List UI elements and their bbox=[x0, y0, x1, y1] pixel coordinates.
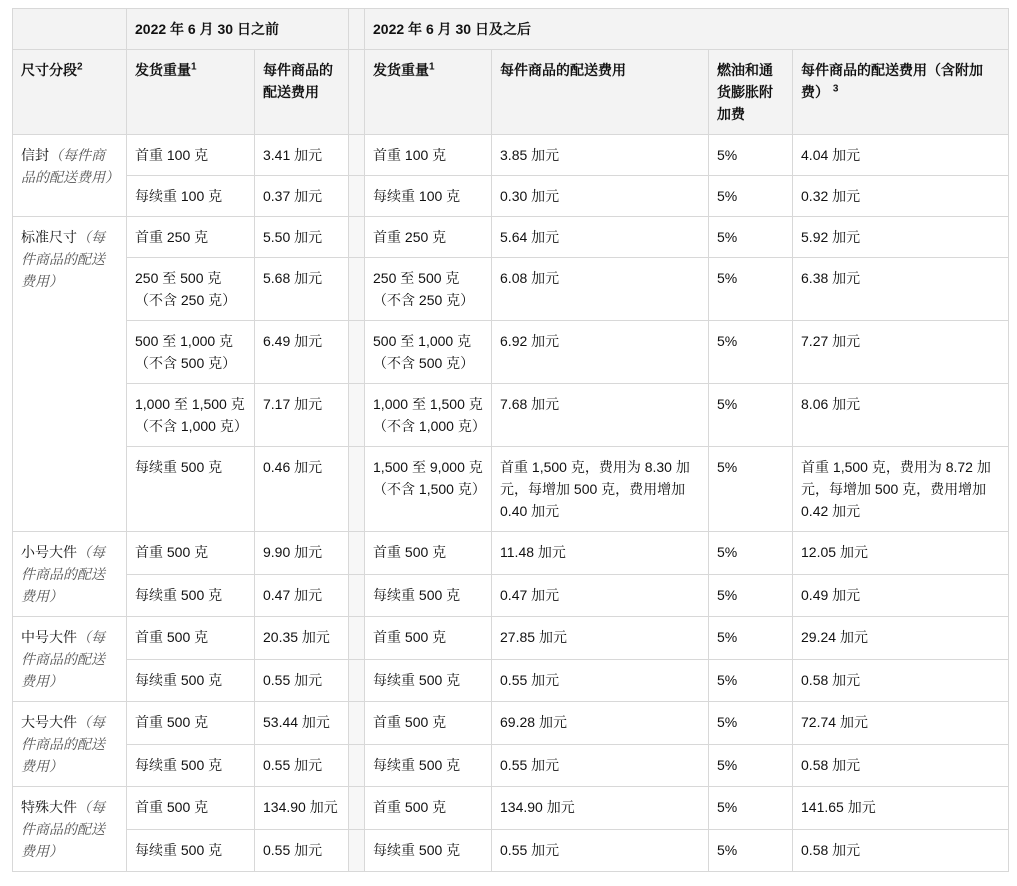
weight-after-cell: 首重 500 克 bbox=[365, 787, 492, 830]
table-row bbox=[13, 384, 1009, 447]
fee-before-cell: 0.55 加元 bbox=[255, 829, 349, 872]
size-tier-cell bbox=[13, 532, 127, 617]
size-tier-note: （每件商品的配送费用） bbox=[21, 544, 105, 604]
weight-after-cell: 500 至 1,000 克（不含 500 克） bbox=[365, 321, 492, 384]
fee-after-cell: 0.30 加元 bbox=[492, 176, 709, 217]
fee-before-cell: 0.46 加元 bbox=[255, 447, 349, 532]
fee-incl-cell: 0.32 加元 bbox=[793, 176, 1009, 217]
fee-after-cell: 0.55 加元 bbox=[492, 829, 709, 872]
fee-after-cell: 首重 1,500 克，费用为 8.30 加元，每增加 500 克，费用增加 0.40 加元 bbox=[492, 447, 709, 532]
weight-before-cell: 首重 500 克 bbox=[127, 702, 255, 745]
size-tier-cell bbox=[13, 217, 127, 532]
period-divider bbox=[349, 702, 365, 745]
table-row bbox=[13, 617, 1009, 660]
fee-before-cell: 53.44 加元 bbox=[255, 702, 349, 745]
period-after-header: 2022 年 6 月 30 日及之后 bbox=[365, 9, 1009, 50]
weight-after-cell: 每续重 500 克 bbox=[365, 744, 492, 787]
period-header-row bbox=[13, 9, 1009, 50]
size-tier-name: 标准尺寸 bbox=[21, 229, 77, 245]
period-divider bbox=[349, 744, 365, 787]
period-divider bbox=[349, 617, 365, 660]
weight-after-cell: 首重 100 克 bbox=[365, 135, 492, 176]
surcharge-cell: 5% bbox=[709, 574, 793, 617]
weight-before-cell: 每续重 500 克 bbox=[127, 744, 255, 787]
fee-incl-cell: 4.04 加元 bbox=[793, 135, 1009, 176]
size-tier-cell bbox=[13, 135, 127, 217]
column-header-row bbox=[13, 50, 1009, 135]
table-row bbox=[13, 702, 1009, 745]
fee-table bbox=[12, 8, 1009, 872]
size-tier-name: 中号大件 bbox=[21, 629, 77, 645]
fee-incl-cell: 7.27 加元 bbox=[793, 321, 1009, 384]
surcharge-cell: 5% bbox=[709, 176, 793, 217]
surcharge-cell: 5% bbox=[709, 447, 793, 532]
weight-before-cell: 首重 100 克 bbox=[127, 135, 255, 176]
fee-before-cell: 6.49 加元 bbox=[255, 321, 349, 384]
header-corner bbox=[13, 9, 127, 50]
fee-after-cell: 0.47 加元 bbox=[492, 574, 709, 617]
table-body bbox=[13, 135, 1009, 872]
weight-before-cell: 首重 500 克 bbox=[127, 617, 255, 660]
weight-after-cell: 每续重 100 克 bbox=[365, 176, 492, 217]
fee-before-cell: 0.47 加元 bbox=[255, 574, 349, 617]
period-divider bbox=[349, 321, 365, 384]
surcharge-cell: 5% bbox=[709, 617, 793, 660]
fee-incl-cell: 0.58 加元 bbox=[793, 744, 1009, 787]
weight-after-cell: 首重 250 克 bbox=[365, 217, 492, 258]
fee-before-cell: 0.55 加元 bbox=[255, 744, 349, 787]
table-row bbox=[13, 659, 1009, 702]
fee-after-cell: 0.55 加元 bbox=[492, 659, 709, 702]
fee-before-cell: 7.17 加元 bbox=[255, 384, 349, 447]
fee-before-cell: 0.37 加元 bbox=[255, 176, 349, 217]
weight-before-header: 发货重量$^1$ bbox=[127, 50, 255, 135]
surcharge-cell: 5% bbox=[709, 258, 793, 321]
weight-before-cell: 每续重 100 克 bbox=[127, 176, 255, 217]
fee-after-cell: 3.85 加元 bbox=[492, 135, 709, 176]
fee-before-cell: 5.68 加元 bbox=[255, 258, 349, 321]
size-tier-note: （每件商品的配送费用） bbox=[21, 629, 105, 689]
surcharge-cell: 5% bbox=[709, 702, 793, 745]
fee-before-header: 每件商品的配送费用 bbox=[255, 50, 349, 135]
table-row bbox=[13, 532, 1009, 575]
weight-before-cell: 每续重 500 克 bbox=[127, 829, 255, 872]
fee-incl-cell: 141.65 加元 bbox=[793, 787, 1009, 830]
fee-before-cell: 134.90 加元 bbox=[255, 787, 349, 830]
size-tier-header: 尺寸分段$^2$ bbox=[13, 50, 127, 135]
table-row bbox=[13, 574, 1009, 617]
table-row bbox=[13, 176, 1009, 217]
weight-after-cell: 250 至 500 克（不含 250 克） bbox=[365, 258, 492, 321]
weight-before-cell: 每续重 500 克 bbox=[127, 447, 255, 532]
fee-incl-cell: 72.74 加元 bbox=[793, 702, 1009, 745]
fee-after-cell: 27.85 加元 bbox=[492, 617, 709, 660]
fee-after-cell: 11.48 加元 bbox=[492, 532, 709, 575]
surcharge-cell: 5% bbox=[709, 384, 793, 447]
table-row bbox=[13, 217, 1009, 258]
period-divider bbox=[349, 384, 365, 447]
weight-before-cell: 首重 250 克 bbox=[127, 217, 255, 258]
period-divider bbox=[349, 532, 365, 575]
weight-before-cell: 500 至 1,000 克（不含 500 克） bbox=[127, 321, 255, 384]
table-row bbox=[13, 744, 1009, 787]
weight-after-cell: 每续重 500 克 bbox=[365, 574, 492, 617]
surcharge-cell: 5% bbox=[709, 321, 793, 384]
fee-before-cell: 0.55 加元 bbox=[255, 659, 349, 702]
fee-incl-cell: 8.06 加元 bbox=[793, 384, 1009, 447]
table-row bbox=[13, 447, 1009, 532]
fee-after-header: 每件商品的配送费用 bbox=[492, 50, 709, 135]
period-divider bbox=[349, 258, 365, 321]
period-divider bbox=[349, 50, 365, 135]
surcharge-cell: 5% bbox=[709, 659, 793, 702]
surcharge-cell: 5% bbox=[709, 532, 793, 575]
size-tier-cell bbox=[13, 702, 127, 787]
fee-incl-cell: 首重 1,500 克，费用为 8.72 加元，每增加 500 克，费用增加 0.42 加元 bbox=[793, 447, 1009, 532]
size-tier-note: （每件商品的配送费用） bbox=[21, 147, 119, 185]
size-tier-name: 大号大件 bbox=[21, 714, 77, 730]
fee-before-cell: 3.41 加元 bbox=[255, 135, 349, 176]
surcharge-cell: 5% bbox=[709, 135, 793, 176]
table-row bbox=[13, 135, 1009, 176]
fee-incl-cell: 5.92 加元 bbox=[793, 217, 1009, 258]
fee-incl-cell: 12.05 加元 bbox=[793, 532, 1009, 575]
fee-incl-cell: 0.58 加元 bbox=[793, 659, 1009, 702]
size-tier-note: （每件商品的配送费用） bbox=[21, 799, 105, 859]
fee-after-cell: 69.28 加元 bbox=[492, 702, 709, 745]
fee-before-cell: 9.90 加元 bbox=[255, 532, 349, 575]
weight-after-cell: 首重 500 克 bbox=[365, 532, 492, 575]
size-tier-name: 特殊大件 bbox=[21, 799, 77, 815]
table-row bbox=[13, 829, 1009, 872]
size-tier-note: （每件商品的配送费用） bbox=[21, 229, 105, 289]
fee-after-cell: 6.92 加元 bbox=[492, 321, 709, 384]
fee-after-cell: 0.55 加元 bbox=[492, 744, 709, 787]
period-before-header: 2022 年 6 月 30 日之前 bbox=[127, 9, 349, 50]
weight-before-cell: 首重 500 克 bbox=[127, 787, 255, 830]
table-row bbox=[13, 258, 1009, 321]
weight-before-cell: 每续重 500 克 bbox=[127, 659, 255, 702]
weight-before-cell: 首重 500 克 bbox=[127, 532, 255, 575]
surcharge-cell: 5% bbox=[709, 829, 793, 872]
fee-after-cell: 134.90 加元 bbox=[492, 787, 709, 830]
period-divider bbox=[349, 135, 365, 176]
fee-before-cell: 20.35 加元 bbox=[255, 617, 349, 660]
period-divider bbox=[349, 447, 365, 532]
surcharge-cell: 5% bbox=[709, 787, 793, 830]
surcharge-cell: 5% bbox=[709, 217, 793, 258]
fee-after-cell: 5.64 加元 bbox=[492, 217, 709, 258]
weight-after-cell: 1,000 至 1,500 克（不含 1,000 克） bbox=[365, 384, 492, 447]
period-divider bbox=[349, 787, 365, 830]
weight-before-cell: 250 至 500 克（不含 250 克） bbox=[127, 258, 255, 321]
table-row bbox=[13, 321, 1009, 384]
weight-after-header: 发货重量$^1$ bbox=[365, 50, 492, 135]
weight-after-cell: 首重 500 克 bbox=[365, 702, 492, 745]
surcharge-header: 燃油和通货膨胀附加费 bbox=[709, 50, 793, 135]
fee-after-cell: 7.68 加元 bbox=[492, 384, 709, 447]
size-tier-name: 信封 bbox=[21, 147, 49, 163]
size-tier-cell bbox=[13, 617, 127, 702]
size-tier-cell bbox=[13, 787, 127, 872]
fee-after-cell: 6.08 加元 bbox=[492, 258, 709, 321]
weight-after-cell: 每续重 500 克 bbox=[365, 829, 492, 872]
period-divider bbox=[349, 574, 365, 617]
weight-after-cell: 1,500 至 9,000 克（不含 1,500 克） bbox=[365, 447, 492, 532]
period-divider bbox=[349, 9, 365, 50]
weight-before-cell: 1,000 至 1,500 克（不含 1,000 克） bbox=[127, 384, 255, 447]
surcharge-cell: 5% bbox=[709, 744, 793, 787]
table-header bbox=[13, 9, 1009, 135]
period-divider bbox=[349, 659, 365, 702]
weight-after-cell: 每续重 500 克 bbox=[365, 659, 492, 702]
table-row bbox=[13, 787, 1009, 830]
weight-before-cell: 每续重 500 克 bbox=[127, 574, 255, 617]
period-divider bbox=[349, 176, 365, 217]
fee-incl-cell: 0.58 加元 bbox=[793, 829, 1009, 872]
period-divider bbox=[349, 217, 365, 258]
fee-incl-header: 每件商品的配送费用（含附加费） $^3$ bbox=[793, 50, 1009, 135]
fee-incl-cell: 0.49 加元 bbox=[793, 574, 1009, 617]
size-tier-note: （每件商品的配送费用） bbox=[21, 714, 105, 774]
size-tier-name: 小号大件 bbox=[21, 544, 77, 560]
fee-incl-cell: 6.38 加元 bbox=[793, 258, 1009, 321]
fee-before-cell: 5.50 加元 bbox=[255, 217, 349, 258]
weight-after-cell: 首重 500 克 bbox=[365, 617, 492, 660]
fee-incl-cell: 29.24 加元 bbox=[793, 617, 1009, 660]
period-divider bbox=[349, 829, 365, 872]
